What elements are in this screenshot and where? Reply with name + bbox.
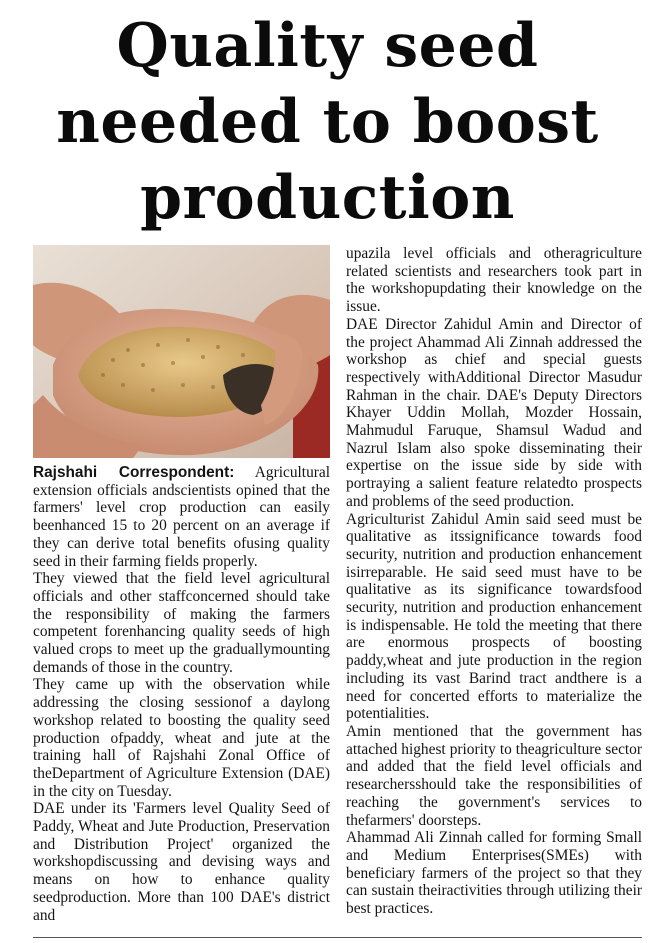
headline-line-3: production (140, 163, 515, 233)
article-paragraph: DAE under its 'Farmers level Quality Seed of Paddy, Wheat and Jute Production, Preservation and Distribution Project' organized the workshopdiscussing and devising ways and means on how to enhance quality seedproduction. More than 100 DAE's district and (33, 800, 330, 924)
headline-line-2: needed to boost (56, 87, 599, 157)
seed-photo (33, 245, 330, 458)
headline (20, 8, 635, 236)
article-paragraph: Ahammad Ali Zinnah called for forming Small and Medium Enterprises(SMEs) with beneficiary farmers of the project so that they can sustain theiractivities through utilizing their best practices. (346, 829, 642, 918)
article-paragraph: Amin mentioned that the government has attached highest priority to theagriculture sector and added that the field level officials and researchersshould take the responsibilities of reaching the government's services to thefarmers' doorsteps. (346, 722, 642, 829)
article-paragraph: DAE Director Zahidul Amin and Director of the project Ahammad Ali Zinnah addressed the workshop as chief and special guests respectively withAdditional Director Masudur Rahman in the chair. DAE's Deputy Directors Khayer Uddin Mollah, Mozder Hossain, Mahmudul Faruque, Shamsul Wadud and Nazrul Islam also spoke disseminating their expertise on the issue side by side with portraying a salient feature relatedto prospects and problems of the seed production. (346, 315, 642, 510)
byline: Rajshahi Correspondent: (33, 464, 235, 481)
article-column-left (33, 464, 330, 924)
article-paragraph: Agriculturist Zahidul Amin said seed must be qualitative as itssignificance towards food security, nutrition and production enhancement isirreparable. He said seed must have to be qualitative as its significance towardsfood security, nutrition and production enhancement is indispensable. He told the meeting that there are enormous prospects of boosting paddy,wheat and jute production in the region including its vast Barind tract andthere is a need for concerted efforts to materialize the potentialities. (346, 510, 642, 723)
headline-line-1: Quality seed (116, 11, 539, 81)
article-column-right (346, 245, 642, 918)
bottom-rule (33, 937, 642, 938)
article-paragraph: They came up with the observation while addressing the closing sessionof a daylong workshop related to boosting the quality seed production ofpaddy, wheat and jute at the training hall of Rajshahi Zonal Office of theDepartment of Agriculture Extension (DAE) in the city on Tuesday. (33, 676, 330, 800)
article-paragraph: They viewed that the field level agricultural officials and other staffconcerned should take the responsibility of making the farmers competent forenhancing quality seeds of high valued crops to meet up the graduallymounting demands of those in the country. (33, 570, 330, 676)
paragraph-text: Agricultural extension officials andscientists opined that the farmers' level crop production can easily beenhanced 15 to 20 percent on an average if they can derive total benefits ofusing quality seed in their farming fields properly. (33, 464, 331, 570)
article-paragraph (33, 464, 330, 570)
article-paragraph: upazila level officials and otheragriculture related scientists and researchers took part in the workshopupdating their knowledge on the issue. (346, 245, 642, 316)
